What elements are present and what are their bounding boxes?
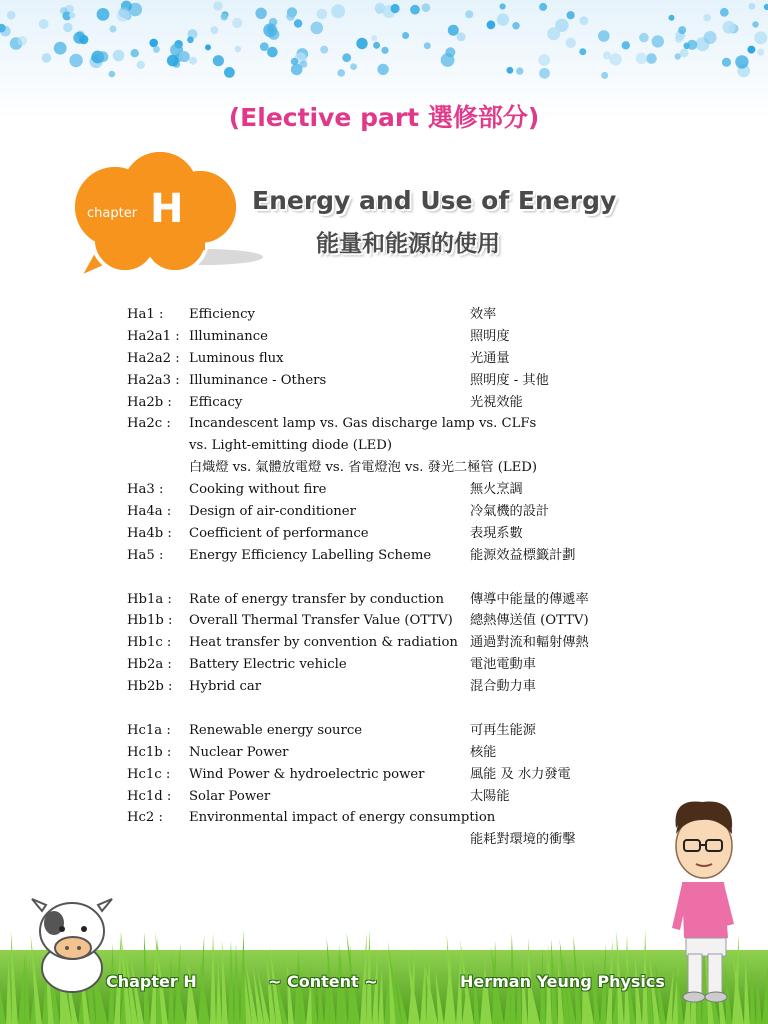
- chapter-title-chinese: 能量和能源的使用: [316, 231, 500, 257]
- item-chinese: 總熱傳送值 (OTTV): [470, 613, 589, 629]
- item-chinese: 通過對流和輻射傳熱: [470, 635, 589, 651]
- contents-row: [127, 348, 647, 370]
- chapter-title-english: Energy and Use of Energy: [252, 186, 617, 215]
- item-english: Battery Electric vehicle: [189, 657, 347, 673]
- item-english: Design of air-conditioner: [189, 504, 356, 520]
- grass-ground: [0, 890, 768, 1024]
- contents-row: [127, 435, 647, 457]
- contents-row: [127, 610, 647, 632]
- footer-chapter: Chapter H: [106, 972, 197, 991]
- item-code: Hb1c :: [127, 635, 172, 651]
- item-chinese: 能源效益標籤計劃: [470, 547, 576, 563]
- elective-heading: (Elective part 選修部分): [228, 103, 540, 132]
- contents-row: [127, 501, 647, 523]
- contents-group-c: [127, 720, 647, 851]
- item-english: Solar Power: [189, 788, 271, 804]
- item-english: Renewable energy source: [189, 722, 363, 738]
- item-english: Wind Power & hydroelectric power: [189, 766, 425, 782]
- item-chinese: 能耗對環境的衝擊: [470, 832, 576, 848]
- item-english: Cooking without fire: [189, 482, 327, 498]
- item-english: Coefficient of performance: [189, 525, 369, 541]
- item-code: Hb1b :: [127, 613, 173, 629]
- contents-row: [127, 829, 647, 851]
- item-english: Nuclear Power: [189, 744, 289, 760]
- item-english: Heat transfer by convention & radiation: [189, 635, 458, 651]
- contents-group-a: [127, 304, 647, 567]
- item-english: Efficacy: [189, 394, 243, 410]
- item-chinese: 太陽能: [470, 788, 510, 804]
- item-english: vs. Light-emitting diode (LED): [189, 438, 393, 454]
- contents-row: [127, 786, 647, 808]
- contents-row: [127, 326, 647, 348]
- item-code: Hc1b :: [127, 744, 172, 760]
- contents-list: [127, 304, 647, 851]
- chapter-label: chapter: [87, 206, 138, 221]
- footer-author: Herman Yeung Physics: [460, 972, 665, 991]
- contents-row: [127, 632, 647, 654]
- item-chinese: 傳導中能量的傳遞率: [470, 591, 589, 607]
- item-code: Hc1c :: [127, 766, 171, 782]
- item-code: Ha2a2 :: [127, 350, 180, 366]
- contents-row: [127, 654, 647, 676]
- contents-row: [127, 545, 647, 567]
- item-code: Ha2c :: [127, 416, 171, 432]
- item-chinese: 電池電動車: [470, 657, 536, 673]
- item-code: Ha5 :: [127, 547, 164, 563]
- contents-row: [127, 457, 647, 479]
- item-english: Rate of energy transfer by conduction: [189, 591, 444, 607]
- item-chinese: 無火烹調: [470, 482, 523, 498]
- cow-mascot: [30, 893, 115, 993]
- bubble-decoration: [0, 0, 768, 90]
- item-chinese: 風能 及 水力發電: [470, 766, 571, 782]
- item-chinese: 效率: [470, 307, 497, 322]
- item-code: Hc2 :: [127, 810, 163, 826]
- item-english: Energy Efficiency Labelling Scheme: [189, 547, 432, 563]
- item-code: Ha3 :: [127, 482, 164, 498]
- item-code: Hb1a :: [127, 591, 172, 607]
- item-english: Luminous flux: [189, 350, 284, 366]
- item-chinese: 冷氣機的設計: [470, 504, 550, 520]
- item-english: 白熾燈 vs. 氣體放電燈 vs. 省電燈泡 vs. 發光二極管 (LED): [189, 460, 538, 476]
- item-chinese: 照明度 - 其他: [470, 372, 549, 388]
- contents-row: [127, 764, 647, 786]
- item-chinese: 混合動力車: [470, 679, 536, 695]
- item-chinese: 光視效能: [470, 394, 523, 410]
- contents-row: [127, 370, 647, 392]
- item-code: Hc1d :: [127, 788, 172, 804]
- contents-group-b: [127, 589, 647, 698]
- item-chinese: 照明度: [470, 328, 510, 344]
- item-english: Illuminance: [189, 328, 268, 344]
- item-english: Overall Thermal Transfer Value (OTTV): [189, 613, 453, 629]
- item-english: Incandescent lamp vs. Gas discharge lamp vs. CLFs: [189, 416, 537, 432]
- contents-row: [127, 479, 647, 501]
- contents-row: [127, 589, 647, 611]
- item-english: Efficiency: [189, 307, 255, 322]
- item-english: Environmental impact of energy consumption: [189, 810, 496, 826]
- item-english: Illuminance - Others: [189, 372, 327, 388]
- item-code: Ha1 :: [127, 307, 164, 322]
- item-code: Ha2a3 :: [127, 372, 180, 388]
- item-code: Ha4b :: [127, 525, 172, 541]
- contents-row: [127, 523, 647, 545]
- contents-row: [127, 720, 647, 742]
- item-code: Hc1a :: [127, 722, 171, 738]
- footer-content: ~ Content ~: [268, 972, 378, 991]
- item-code: Ha2a1 :: [127, 328, 180, 344]
- item-code: Hb2b :: [127, 679, 173, 695]
- contents-row: [127, 807, 647, 829]
- item-chinese: 光通量: [470, 350, 510, 366]
- teacher-mascot: [662, 798, 742, 1008]
- contents-row: [127, 304, 647, 326]
- contents-row: [127, 392, 647, 414]
- contents-row: [127, 742, 647, 764]
- item-english: Hybrid car: [189, 679, 262, 695]
- contents-row: [127, 676, 647, 698]
- item-code: Hb2a :: [127, 657, 172, 673]
- item-chinese: 可再生能源: [470, 722, 536, 738]
- chapter-letter: H: [150, 186, 184, 232]
- item-code: Ha4a :: [127, 504, 172, 520]
- contents-row: [127, 413, 647, 435]
- item-chinese: 表現系數: [470, 525, 523, 541]
- item-chinese: 核能: [470, 744, 497, 760]
- item-code: Ha2b :: [127, 394, 172, 410]
